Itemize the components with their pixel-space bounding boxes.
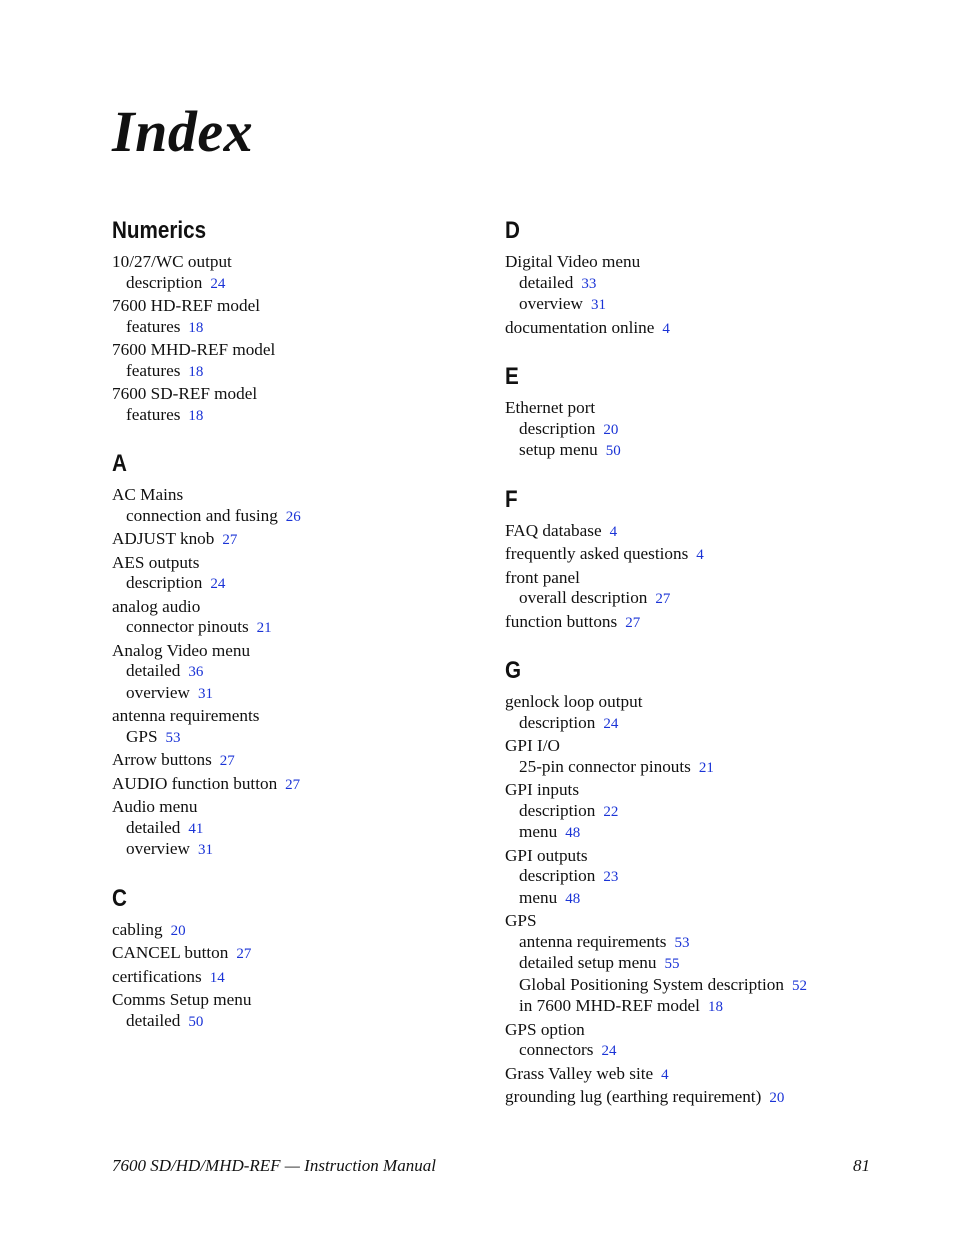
- page-link[interactable]: 4: [661, 1066, 669, 1083]
- entry-line: [112, 340, 512, 361]
- entry-term: 7600 MHD-REF model: [112, 340, 276, 359]
- index-entry: [505, 736, 885, 778]
- entry-line: [505, 1020, 885, 1041]
- page-link[interactable]: 48: [565, 890, 581, 907]
- entry-line: [112, 774, 512, 796]
- index-entry: [112, 967, 512, 989]
- subentry-line: [505, 932, 885, 954]
- index-entry: [112, 340, 512, 382]
- entry-term: AES outputs: [112, 552, 200, 572]
- page-link[interactable]: 20: [170, 922, 186, 939]
- subentry-term: connectors: [519, 1040, 594, 1059]
- index-entry: [112, 597, 512, 639]
- page-link[interactable]: 4: [696, 547, 704, 563]
- index-section: [112, 213, 512, 426]
- entry-line: [505, 544, 885, 566]
- subentry-line: [112, 617, 512, 639]
- index-entry: [112, 252, 512, 294]
- entry-term: 10/27/WC output: [112, 252, 232, 271]
- page-link[interactable]: 24: [603, 715, 619, 732]
- subentry-line: [112, 317, 512, 339]
- page-link[interactable]: 20: [603, 421, 619, 438]
- page-link[interactable]: 18: [188, 363, 204, 380]
- subentry-term: overview: [126, 839, 190, 858]
- page-link[interactable]: 24: [210, 576, 226, 592]
- page-link[interactable]: 4: [662, 320, 670, 337]
- index-entry: [112, 750, 512, 772]
- subentry-term: Global Positioning System description: [519, 974, 784, 994]
- subentry-term: overview: [126, 682, 190, 702]
- page-link[interactable]: 27: [219, 753, 235, 769]
- page-link[interactable]: 50: [188, 1013, 204, 1030]
- index-entry: [112, 990, 512, 1032]
- subentry-term: in 7600 MHD-REF model: [519, 996, 700, 1015]
- page-link[interactable]: 53: [165, 729, 181, 746]
- subentry-line: [112, 661, 512, 683]
- subentry-term: detailed: [126, 661, 181, 680]
- entry-term: GPI inputs: [505, 780, 580, 799]
- page-link[interactable]: 55: [664, 956, 680, 972]
- entry-line: [505, 568, 885, 589]
- index-entry: [505, 1064, 885, 1086]
- entry-term: AUDIO function button: [112, 773, 278, 793]
- page-link[interactable]: 18: [707, 999, 723, 1015]
- entry-line: [112, 990, 512, 1011]
- entry-line: [505, 736, 885, 757]
- page-link[interactable]: 27: [222, 532, 238, 548]
- entry-term: Analog Video menu: [112, 640, 251, 660]
- entry-term: AC Mains: [112, 485, 184, 504]
- subentry-line: [505, 888, 885, 910]
- entry-term: GPI I/O: [505, 736, 560, 755]
- subentry-term: description: [519, 712, 596, 732]
- entry-term: GPS option: [505, 1019, 585, 1039]
- entry-line: [505, 846, 885, 867]
- subentry-term: connection and fusing: [126, 505, 278, 525]
- subentry-term: menu: [519, 822, 558, 841]
- entry-line: [112, 920, 512, 942]
- subentry-term: detailed: [519, 272, 574, 292]
- subentry-line: [112, 839, 512, 861]
- entry-line: [112, 641, 512, 662]
- entry-line: [505, 318, 885, 340]
- subentry-line: [505, 273, 885, 295]
- entry-line: [112, 597, 512, 618]
- entry-line: [112, 797, 512, 818]
- subentry-line: [505, 866, 885, 888]
- subentry-line: [505, 588, 885, 610]
- subentry-term: description: [519, 800, 596, 820]
- page-link[interactable]: 4: [609, 523, 618, 540]
- index-column-right: [505, 213, 885, 1129]
- index-entry: [505, 846, 885, 910]
- entry-term: GPS: [505, 911, 537, 930]
- subentry-term: overall description: [519, 588, 648, 607]
- entry-term: 7600 HD-REF model: [112, 296, 260, 315]
- subentry-line: [112, 818, 512, 840]
- index-entry: [112, 920, 512, 942]
- entry-term: frequently asked questions: [505, 544, 689, 563]
- index-column-left: [112, 213, 512, 1052]
- index-entry: [112, 529, 512, 551]
- subentry-line: [505, 996, 885, 1018]
- subentry-line: [112, 405, 512, 427]
- subentry-term: connector pinouts: [126, 617, 249, 636]
- page-link[interactable]: 23: [603, 869, 619, 885]
- entry-line: [112, 943, 512, 965]
- entry-term: GPI outputs: [505, 845, 588, 865]
- entry-term: cabling: [112, 919, 163, 939]
- subentry-line: [505, 801, 885, 823]
- footer-manual-title: 7600 SD/HD/MHD-REF — Instruction Manual: [112, 1156, 436, 1175]
- entry-term: Arrow buttons: [112, 750, 212, 769]
- page-link[interactable]: 48: [565, 825, 581, 841]
- entry-term: Ethernet port: [505, 398, 596, 417]
- index-section: [505, 359, 885, 462]
- section-heading: C: [112, 884, 127, 912]
- section-heading: D: [505, 217, 520, 244]
- page-link[interactable]: 18: [188, 407, 204, 424]
- entry-line: [505, 692, 885, 713]
- subentry-term: description: [519, 418, 596, 438]
- page-link[interactable]: 20: [769, 1090, 785, 1106]
- entry-term: grounding lug (earthing requirement): [505, 1087, 762, 1106]
- subentry-term: detailed: [126, 1010, 181, 1030]
- subentry-line: [505, 294, 885, 316]
- subentry-term: detailed setup menu: [519, 953, 657, 972]
- subentry-line: [505, 757, 885, 779]
- section-heading: Numerics: [112, 217, 207, 244]
- subentry-line: [112, 1011, 512, 1033]
- section-heading: E: [505, 363, 519, 390]
- page-link[interactable]: 50: [605, 443, 621, 459]
- entry-line: [112, 529, 512, 551]
- page-link[interactable]: 24: [601, 1043, 617, 1059]
- index-section: [112, 881, 512, 1033]
- index-entry: [505, 544, 885, 566]
- index-section: [112, 446, 512, 861]
- page-link[interactable]: 24: [210, 275, 226, 292]
- index-entry: [112, 553, 512, 595]
- entry-term: antenna requirements: [112, 706, 260, 725]
- subentry-line: [112, 683, 512, 705]
- index-entry: [505, 692, 885, 734]
- entry-line: [112, 252, 512, 273]
- entry-term: CANCEL button: [112, 943, 229, 962]
- subentry-term: description: [126, 573, 203, 592]
- subentry-line: [505, 953, 885, 975]
- entry-term: genlock loop output: [505, 692, 643, 711]
- index-entry: [505, 780, 885, 844]
- page-link[interactable]: 31: [197, 842, 213, 858]
- subentry-term: description: [519, 866, 596, 885]
- page-link[interactable]: 22: [603, 803, 619, 820]
- subentry-line: [112, 361, 512, 383]
- page-link[interactable]: 36: [188, 664, 204, 680]
- subentry-line: [112, 273, 512, 295]
- index-entry: [505, 252, 885, 316]
- page-link[interactable]: 21: [698, 759, 714, 776]
- page-link[interactable]: 14: [209, 969, 225, 986]
- subentry-line: [505, 1040, 885, 1062]
- index-entry: [505, 568, 885, 610]
- entry-term: function buttons: [505, 611, 618, 631]
- page-link[interactable]: 33: [581, 275, 597, 292]
- page-title: Index: [112, 99, 254, 164]
- subentry-line: [505, 440, 885, 462]
- entry-line: [112, 485, 512, 506]
- subentry-line: [505, 975, 885, 997]
- index-entry: [112, 485, 512, 527]
- entry-line: [505, 612, 885, 634]
- index-entry: [505, 911, 885, 1018]
- subentry-term: 25-pin connector pinouts: [519, 756, 691, 776]
- entry-term: front panel: [505, 567, 580, 587]
- entry-term: ADJUST knob: [112, 529, 215, 548]
- entry-line: [505, 521, 885, 543]
- page-link[interactable]: 27: [625, 614, 641, 631]
- entry-term: certifications: [112, 966, 202, 986]
- entry-term: FAQ database: [505, 520, 602, 540]
- entry-term: Comms Setup menu: [112, 990, 252, 1009]
- page-link[interactable]: 41: [188, 820, 204, 837]
- entry-line: [112, 706, 512, 727]
- entry-term: documentation online: [505, 317, 655, 337]
- entry-term: analog audio: [112, 596, 201, 616]
- section-heading: A: [112, 450, 127, 477]
- subentry-term: menu: [519, 887, 558, 907]
- subentry-line: [505, 713, 885, 735]
- entry-term: Digital Video menu: [505, 252, 641, 271]
- index-section: [505, 653, 885, 1109]
- page-link[interactable]: 31: [197, 685, 213, 702]
- page-link[interactable]: 52: [791, 977, 807, 994]
- subentry-term: detailed: [126, 817, 181, 837]
- subentry-line: [505, 419, 885, 441]
- section-heading: G: [505, 657, 522, 684]
- index-entry: [112, 641, 512, 705]
- page-link[interactable]: 21: [256, 620, 272, 636]
- subentry-line: [112, 506, 512, 528]
- entry-line: [505, 780, 885, 801]
- subentry-term: features: [126, 360, 181, 380]
- entry-line: [112, 967, 512, 989]
- entry-line: [112, 553, 512, 574]
- entry-line: [112, 384, 512, 405]
- subentry-term: overview: [519, 294, 583, 313]
- page-link[interactable]: 53: [674, 934, 690, 951]
- entry-line: [505, 398, 885, 419]
- page-link[interactable]: 27: [285, 776, 301, 793]
- subentry-term: features: [126, 316, 181, 336]
- page-link[interactable]: 31: [590, 297, 606, 313]
- index-entry: [505, 1020, 885, 1062]
- page-link[interactable]: 27: [236, 946, 252, 962]
- subentry-term: setup menu: [519, 440, 598, 459]
- subentry-term: description: [126, 272, 203, 292]
- entry-term: 7600 SD-REF model: [112, 384, 258, 403]
- index-entry: [112, 296, 512, 338]
- entry-line: [112, 750, 512, 772]
- index-entry: [112, 774, 512, 796]
- subentry-line: [505, 822, 885, 844]
- footer-page-number: 81: [853, 1156, 870, 1175]
- entry-term: Grass Valley web site: [505, 1063, 654, 1083]
- entry-line: [505, 1087, 885, 1109]
- subentry-term: antenna requirements: [519, 931, 667, 951]
- index-section: [505, 482, 885, 634]
- page-link[interactable]: 27: [655, 591, 671, 607]
- index-entry: [505, 318, 885, 340]
- index-entry: [112, 706, 512, 748]
- subentry-term: features: [126, 404, 181, 424]
- entry-line: [505, 1064, 885, 1086]
- index-entry: [505, 521, 885, 543]
- index-entry: [505, 1087, 885, 1109]
- subentry-term: GPS: [126, 726, 158, 746]
- entry-term: Audio menu: [112, 797, 198, 816]
- page-link[interactable]: 26: [285, 508, 301, 525]
- index-entry: [112, 384, 512, 426]
- section-heading: F: [505, 485, 518, 513]
- subentry-line: [112, 573, 512, 595]
- index-entry: [112, 797, 512, 861]
- index-section: [505, 213, 885, 339]
- index-entry: [112, 943, 512, 965]
- entry-line: [505, 911, 885, 932]
- entry-line: [112, 296, 512, 317]
- subentry-line: [112, 727, 512, 749]
- page-link[interactable]: 18: [188, 319, 204, 336]
- index-entry: [505, 398, 885, 462]
- index-entry: [505, 612, 885, 634]
- entry-line: [505, 252, 885, 273]
